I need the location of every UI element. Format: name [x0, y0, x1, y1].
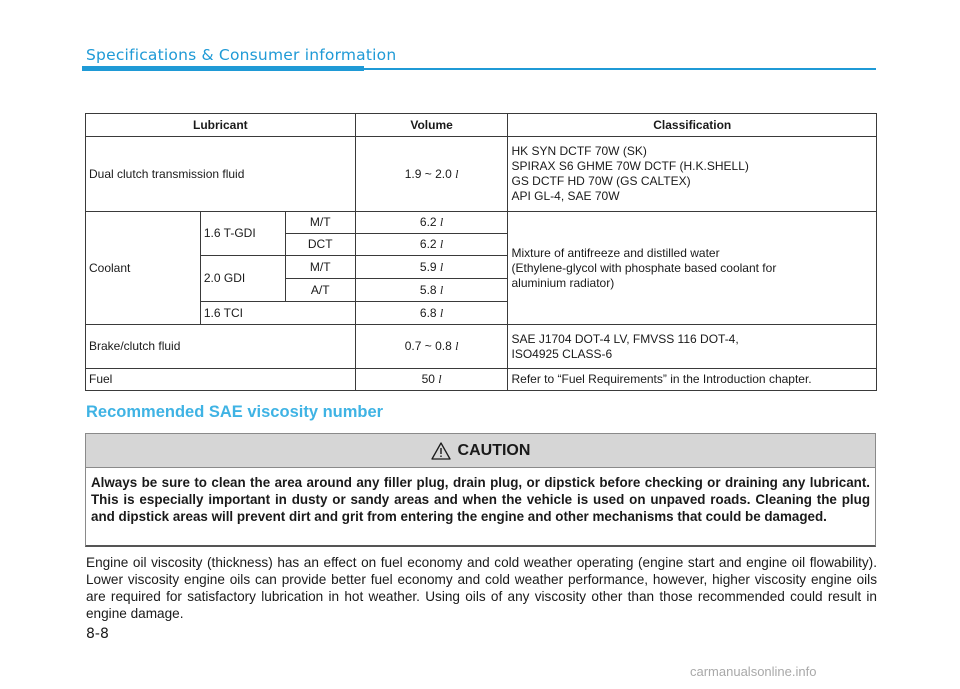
cell-trans-type: M/T: [285, 256, 355, 279]
section-title-sae-viscosity: Recommended SAE viscosity number: [86, 403, 384, 421]
cell-trans-type: DCT: [285, 234, 355, 256]
cell-volume: 1.9 ~ 2.0 l: [355, 137, 508, 212]
caution-box: [85, 433, 876, 547]
table-row: [86, 212, 877, 234]
cell-classification: Refer to “Fuel Requirements” in the Introduction chapter.: [508, 369, 877, 391]
cell-lubricant: Brake/clutch fluid: [86, 325, 356, 369]
section-header-title: Specifications & Consumer information: [86, 46, 397, 64]
header-lubricant: Lubricant: [86, 114, 356, 137]
table-row: [86, 137, 877, 212]
cell-classification: SAE J1704 DOT-4 LV, FMVSS 116 DOT-4, ISO4925 CLASS-6: [508, 325, 877, 369]
header-rule-thin: [364, 68, 876, 70]
table-row: [86, 325, 877, 369]
warning-triangle-icon: [431, 442, 451, 460]
caution-label: CAUTION: [457, 441, 531, 459]
header-volume: Volume: [355, 114, 508, 137]
viscosity-paragraph: Engine oil viscosity (thickness) has an effect on fuel economy and cold weather operating (engine start and engine oil flowability). Lower viscosity engine oils can provide better fuel economy and cold weather performance, however, higher viscosity engine oils are required for satisfactory lubrication in hot weather. Using oils of any viscosity other than those recommended could result in engine damage.: [86, 555, 877, 621]
watermark: carmanualsonline.info: [690, 664, 817, 679]
table-row: [86, 369, 877, 391]
page-number: 8-8: [86, 626, 109, 642]
header-classification: Classification: [508, 114, 877, 137]
cell-volume: 0.7 ~ 0.8 l: [355, 325, 508, 369]
cell-volume: 50 l: [355, 369, 508, 391]
cell-volume: 6.8 l: [355, 302, 508, 325]
cell-lubricant: Coolant: [86, 212, 201, 325]
cell-lubricant: Dual clutch transmission fluid: [86, 137, 356, 212]
cell-classification: HK SYN DCTF 70W (SK) SPIRAX S6 GHME 70W DCTF (H.K.SHELL) GS DCTF HD 70W (GS CALTEX) API GL-4, SAE 70W: [508, 137, 877, 212]
cell-lubricant: Fuel: [86, 369, 356, 391]
cell-engine: 1.6 T-GDI: [200, 212, 285, 256]
cell-trans-type: M/T: [285, 212, 355, 234]
cell-volume: 5.8 l: [355, 279, 508, 302]
cell-engine: 2.0 GDI: [200, 256, 285, 302]
cell-volume: 6.2 l: [355, 212, 508, 234]
cell-volume: 5.9 l: [355, 256, 508, 279]
cell-volume: 6.2 l: [355, 234, 508, 256]
table-header-row: [86, 114, 877, 137]
caution-text: Always be sure to clean the area around any filler plug, drain plug, or dipstick before checking or draining any lubricant. This is especially important in dusty or sandy areas and when the vehicle is used on unpaved roads. Cleaning the plug and dipstick areas will prevent dirt and grit from entering the engine and other mechanisms that could be damaged.: [91, 475, 870, 524]
lubricant-spec-table: [85, 113, 877, 391]
caution-header: [86, 434, 875, 468]
cell-engine: 1.6 TCI: [200, 302, 355, 325]
cell-trans-type: A/T: [285, 279, 355, 302]
header-rule-thick: [82, 66, 364, 71]
cell-classification: Mixture of antifreeze and distilled water (Ethylene-glycol with phosphate based coolant for aluminium radiator): [508, 212, 877, 325]
